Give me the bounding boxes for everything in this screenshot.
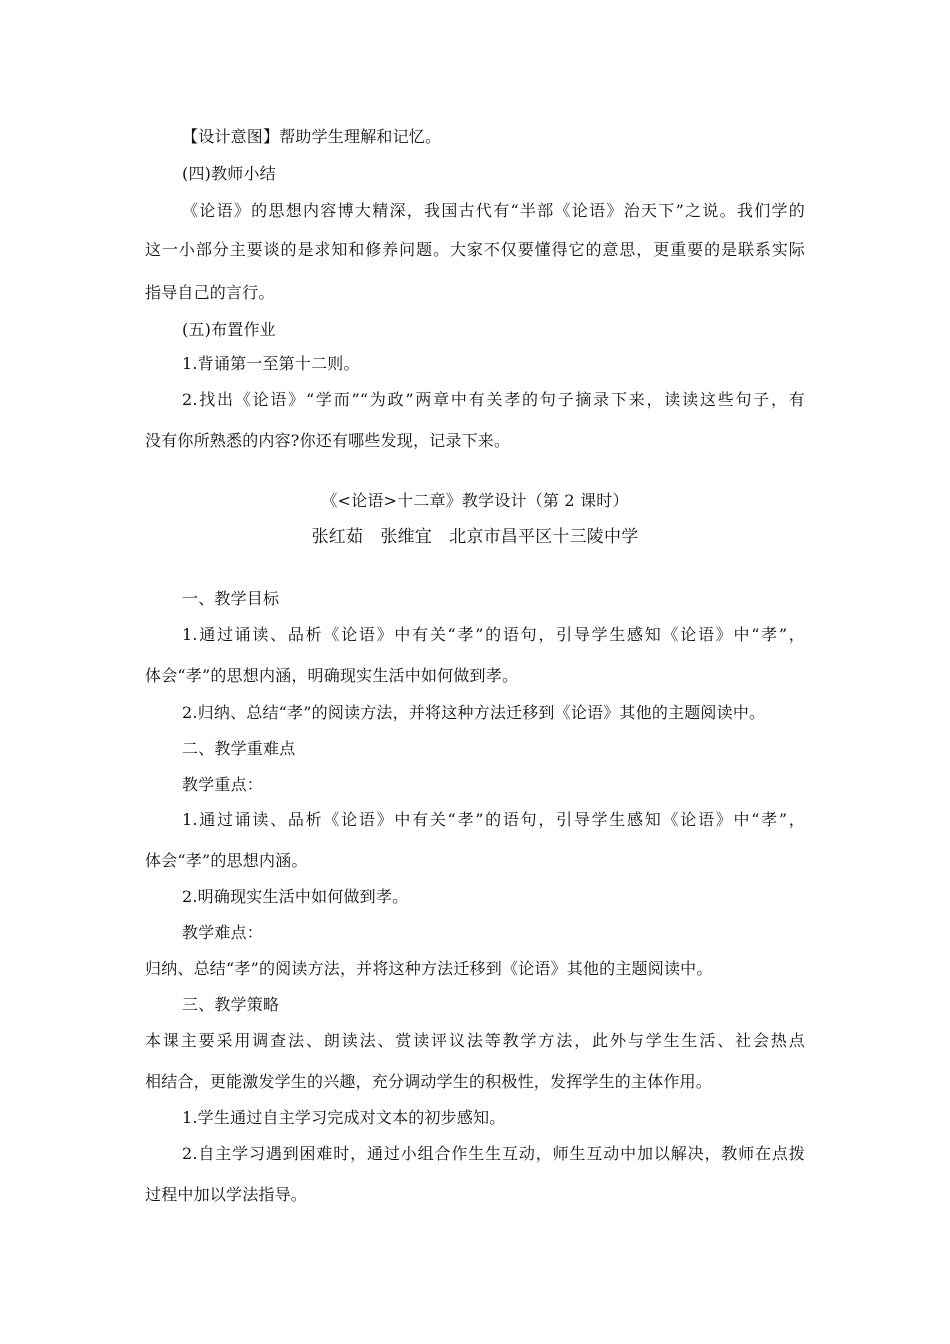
document-authors: 张红茹 张维宜 北京市昌平区十三陵中学 <box>311 527 639 547</box>
section-heading-homework: (五)布置作业 <box>182 320 276 339</box>
summary-paragraph-line: 《论语》的思想内容博大精深，我国古代有“半部《论语》治天下”之说。我们学的 <box>182 201 805 220</box>
design-intent: 【设计意图】帮助学生理解和记忆。 <box>182 127 442 146</box>
summary-paragraph-line: 这一小部分主要谈的是求知和修养问题。大家不仅要懂得它的意思，更重要的是联系实际 <box>145 240 805 259</box>
section-heading-goals: 一、教学目标 <box>182 589 280 608</box>
section-heading-key-points: 二、教学重难点 <box>182 739 296 758</box>
section-heading-strategy: 三、教学策略 <box>182 995 280 1014</box>
homework-item: 1.背诵第一至第十二则。 <box>182 354 360 373</box>
difficult-points-label: 教学难点： <box>182 923 264 942</box>
key-point-item-continued: 体会“孝”的思想内涵。 <box>145 851 308 870</box>
key-point-item: 1.通过诵读、品析《论语》中有关“孝”的语句，引导学生感知《论语》中“孝”， <box>182 810 805 829</box>
strategy-item: 2.自主学习遇到困难时，通过小组合作生生互动，师生互动中加以解决，教师在点拨 <box>182 1144 805 1163</box>
goal-item: 1.通过诵读、品析《论语》中有关“孝”的语句，引导学生感知《论语》中“孝”， <box>182 625 805 644</box>
homework-item: 2.找出《论语》“学而”“为政”两章中有关孝的句子摘录下来，读读这些句子，有 <box>182 390 805 409</box>
difficult-point-text: 归纳、总结“孝”的阅读方法，并将这种方法迁移到《论语》其他的主题阅读中。 <box>145 959 713 978</box>
goal-item-continued: 体会“孝”的思想内涵，明确现实生活中如何做到孝。 <box>145 666 519 685</box>
document-title: 《<论语>十二章》教学设计（第 2 课时） <box>321 491 629 510</box>
key-points-label: 教学重点： <box>182 775 264 794</box>
key-point-item: 2.明确现实生活中如何做到孝。 <box>182 887 409 906</box>
strategy-item: 1.学生通过自主学习完成对文本的初步感知。 <box>182 1108 506 1127</box>
homework-item-continued: 没有你所熟悉的内容?你还有哪些发现，记录下来。 <box>145 431 511 450</box>
summary-paragraph-line: 指导自己的言行。 <box>145 283 275 302</box>
strategy-paragraph-line: 相结合，更能激发学生的兴趣，充分调动学生的积极性，发挥学生的主体作用。 <box>145 1072 713 1091</box>
goal-item: 2.归纳、总结“孝”的阅读方法，并将这种方法迁移到《论语》其他的主题阅读中。 <box>182 703 766 722</box>
strategy-item-continued: 过程中加以学法指导。 <box>145 1185 308 1204</box>
section-heading-teacher-summary: (四)教师小结 <box>182 164 276 183</box>
strategy-paragraph-line: 本课主要采用调查法、朗读法、赏读评议法等教学方法，此外与学生生活、社会热点 <box>145 1031 805 1050</box>
